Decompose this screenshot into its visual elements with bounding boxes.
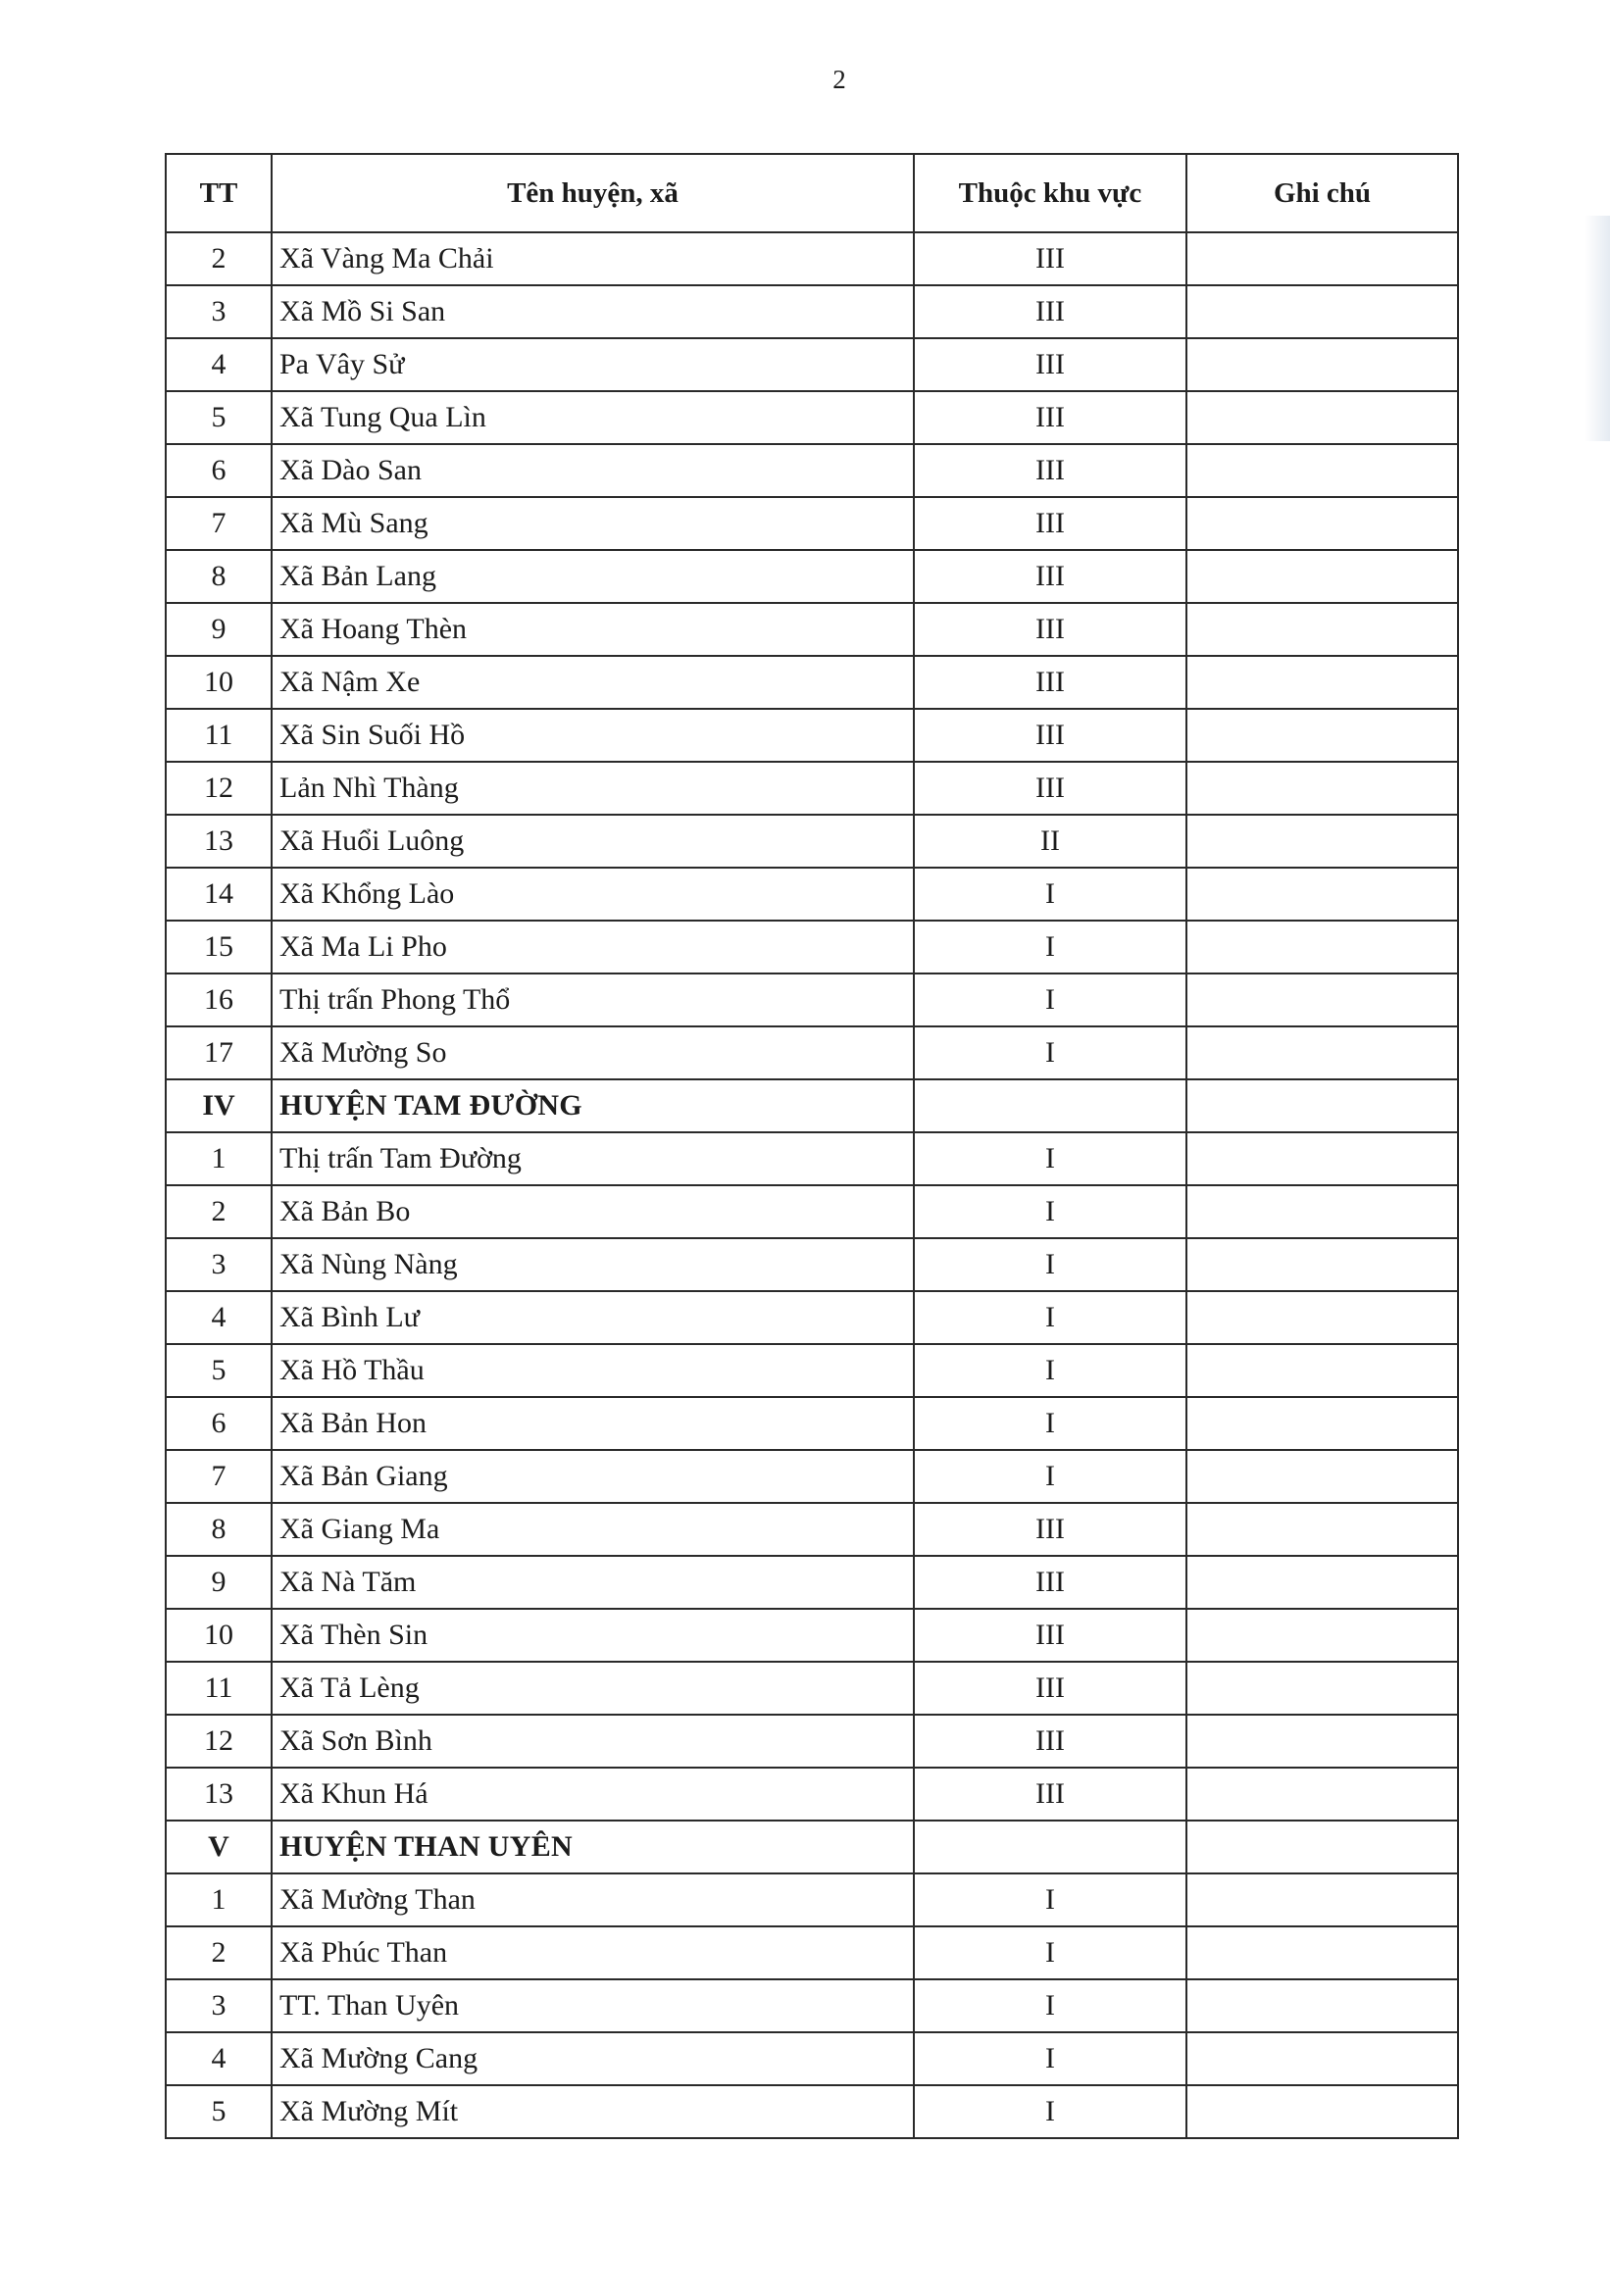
commune-name-cell: Xã Mường Cang [272,2032,914,2085]
commune-name-cell: Thị trấn Phong Thổ [272,973,914,1026]
area-cell: I [914,1291,1186,1344]
table-row [166,1185,1458,1238]
area-cell: III [914,497,1186,550]
table-row [166,656,1458,709]
table-row [166,973,1458,1026]
area-cell: III [914,232,1186,285]
commune-name-cell: Pa Vây Sử [272,338,914,391]
note-cell [1186,762,1458,815]
commune-name-cell: Xã Mồ Si San [272,285,914,338]
area-cell: I [914,2085,1186,2138]
area-cell: I [914,1026,1186,1079]
note-cell [1186,1979,1458,2032]
table-row [166,1132,1458,1185]
table-row [166,2032,1458,2085]
tt-cell: 11 [166,1662,272,1715]
commune-name-cell: Xã Bản Giang [272,1450,914,1503]
area-cell: III [914,1715,1186,1768]
table-row [166,550,1458,603]
area-cell: III [914,1768,1186,1821]
table-row [166,1397,1458,1450]
commune-name-cell: Xã Vàng Ma Chải [272,232,914,285]
tt-cell: 2 [166,1926,272,1979]
note-cell [1186,921,1458,973]
table-row [166,603,1458,656]
table-row [166,1556,1458,1609]
tt-cell: 6 [166,1397,272,1450]
table-row [166,1768,1458,1821]
tt-cell: 14 [166,868,272,921]
note-cell [1186,815,1458,868]
tt-cell: 2 [166,1185,272,1238]
tt-cell: 4 [166,2032,272,2085]
tt-cell: 3 [166,1979,272,2032]
note-cell [1186,391,1458,444]
commune-name-cell: Xã Khun Há [272,1768,914,1821]
note-cell [1186,1609,1458,1662]
commune-name-cell: Xã Sin Suối Hồ [272,709,914,762]
commune-name-cell: Xã Phúc Than [272,1926,914,1979]
note-cell [1186,1503,1458,1556]
commune-name-cell: Xã Mường Than [272,1873,914,1926]
area-cell: I [914,1873,1186,1926]
table-row [166,868,1458,921]
note-cell [1186,285,1458,338]
area-cell: III [914,1503,1186,1556]
tt-cell: 12 [166,762,272,815]
commune-name-cell: Xã Nùng Nàng [272,1238,914,1291]
district-name-cell: HUYỆN TAM ĐƯỜNG [272,1079,914,1132]
tt-cell: 13 [166,815,272,868]
header-name: Tên huyện, xã [272,154,914,232]
commune-name-cell: Lản Nhì Thàng [272,762,914,815]
note-cell [1186,1344,1458,1397]
commune-name-cell: Xã Nậm Xe [272,656,914,709]
note-cell [1186,1238,1458,1291]
commune-name-cell: Xã Thèn Sin [272,1609,914,1662]
scan-edge-mark [1585,216,1610,441]
tt-cell: 3 [166,285,272,338]
table-row [166,444,1458,497]
commune-name-cell: Xã Giang Ma [272,1503,914,1556]
tt-cell: 8 [166,550,272,603]
note-cell [1186,1873,1458,1926]
note-cell [1186,1662,1458,1715]
commune-name-cell: Xã Bình Lư [272,1291,914,1344]
tt-cell: 6 [166,444,272,497]
commune-name-cell: Xã Bản Hon [272,1397,914,1450]
note-cell [1186,1132,1458,1185]
note-cell [1186,1291,1458,1344]
tt-cell: 10 [166,1609,272,1662]
table-row [166,1926,1458,1979]
table-row [166,1609,1458,1662]
commune-name-cell: Xã Mù Sang [272,497,914,550]
area-cell [914,1821,1186,1873]
tt-cell: IV [166,1079,272,1132]
table-row [166,1979,1458,2032]
note-cell [1186,656,1458,709]
commune-name-cell: Xã Hồ Thầu [272,1344,914,1397]
note-cell [1186,1026,1458,1079]
commune-name-cell: Xã Ma Li Pho [272,921,914,973]
tt-cell: V [166,1821,272,1873]
header-tt: TT [166,154,272,232]
area-cell: III [914,1609,1186,1662]
header-note: Ghi chú [1186,154,1458,232]
note-cell [1186,1185,1458,1238]
note-cell [1186,232,1458,285]
area-cell: I [914,868,1186,921]
table-row [166,285,1458,338]
tt-cell: 2 [166,232,272,285]
area-cell: III [914,391,1186,444]
table-row [166,762,1458,815]
note-cell [1186,497,1458,550]
table-header-row [166,154,1458,232]
area-cell: III [914,1556,1186,1609]
table-row [166,338,1458,391]
commune-name-cell: Xã Hoang Thèn [272,603,914,656]
area-cell: I [914,1344,1186,1397]
table-row [166,1291,1458,1344]
note-cell [1186,973,1458,1026]
area-cell: I [914,1238,1186,1291]
commune-name-cell: Xã Tung Qua Lìn [272,391,914,444]
header-area: Thuộc khu vực [914,154,1186,232]
area-cell: I [914,1926,1186,1979]
table-row [166,1344,1458,1397]
tt-cell: 5 [166,1344,272,1397]
table-row [166,2085,1458,2138]
table-row [166,497,1458,550]
area-cell: III [914,709,1186,762]
note-cell [1186,1450,1458,1503]
commune-area-table [165,153,1459,2139]
table-row [166,1026,1458,1079]
tt-cell: 5 [166,391,272,444]
commune-name-cell: Xã Khổng Lào [272,868,914,921]
table-row [166,1503,1458,1556]
commune-name-cell: Xã Huổi Luông [272,815,914,868]
tt-cell: 13 [166,1768,272,1821]
area-cell: I [914,2032,1186,2085]
area-cell: III [914,656,1186,709]
tt-cell: 9 [166,1556,272,1609]
note-cell [1186,868,1458,921]
district-row [166,1821,1458,1873]
area-cell: I [914,1185,1186,1238]
area-cell: I [914,1450,1186,1503]
tt-cell: 9 [166,603,272,656]
note-cell [1186,2032,1458,2085]
page-number: 2 [832,65,846,94]
tt-cell: 1 [166,1132,272,1185]
table-row [166,391,1458,444]
note-cell [1186,1821,1458,1873]
tt-cell: 3 [166,1238,272,1291]
tt-cell: 8 [166,1503,272,1556]
table-row [166,1450,1458,1503]
note-cell [1186,709,1458,762]
tt-cell: 7 [166,497,272,550]
table-body [166,232,1458,2138]
note-cell [1186,1397,1458,1450]
tt-cell: 7 [166,1450,272,1503]
area-cell: III [914,285,1186,338]
tt-cell: 11 [166,709,272,762]
table-row [166,1715,1458,1768]
district-row [166,1079,1458,1132]
table-row [166,1873,1458,1926]
note-cell [1186,444,1458,497]
area-cell: I [914,1132,1186,1185]
table-row [166,1662,1458,1715]
tt-cell: 4 [166,338,272,391]
table-row [166,709,1458,762]
tt-cell: 1 [166,1873,272,1926]
commune-name-cell: Xã Mường So [272,1026,914,1079]
tt-cell: 10 [166,656,272,709]
note-cell [1186,1768,1458,1821]
note-cell [1186,1079,1458,1132]
commune-table-container [165,153,1459,2139]
note-cell [1186,1926,1458,1979]
area-cell: III [914,603,1186,656]
area-cell: I [914,1397,1186,1450]
commune-name-cell: TT. Than Uyên [272,1979,914,2032]
note-cell [1186,1556,1458,1609]
area-cell: II [914,815,1186,868]
tt-cell: 12 [166,1715,272,1768]
commune-name-cell: Xã Bản Lang [272,550,914,603]
commune-name-cell: Xã Bản Bo [272,1185,914,1238]
area-cell: III [914,762,1186,815]
area-cell: III [914,444,1186,497]
note-cell [1186,603,1458,656]
commune-name-cell: Xã Tả Lèng [272,1662,914,1715]
area-cell: I [914,973,1186,1026]
table-row [166,1238,1458,1291]
tt-cell: 5 [166,2085,272,2138]
note-cell [1186,550,1458,603]
tt-cell: 15 [166,921,272,973]
area-cell: III [914,1662,1186,1715]
area-cell: I [914,1979,1186,2032]
area-cell [914,1079,1186,1132]
area-cell: III [914,550,1186,603]
commune-name-cell: Xã Mường Mít [272,2085,914,2138]
commune-name-cell: Xã Sơn Bình [272,1715,914,1768]
area-cell: I [914,921,1186,973]
table-row [166,232,1458,285]
note-cell [1186,2085,1458,2138]
tt-cell: 17 [166,1026,272,1079]
table-row [166,921,1458,973]
commune-name-cell: Xã Nà Tăm [272,1556,914,1609]
table-row [166,815,1458,868]
area-cell: III [914,338,1186,391]
note-cell [1186,338,1458,391]
note-cell [1186,1715,1458,1768]
tt-cell: 4 [166,1291,272,1344]
commune-name-cell: Xã Dào San [272,444,914,497]
district-name-cell: HUYỆN THAN UYÊN [272,1821,914,1873]
tt-cell: 16 [166,973,272,1026]
commune-name-cell: Thị trấn Tam Đường [272,1132,914,1185]
